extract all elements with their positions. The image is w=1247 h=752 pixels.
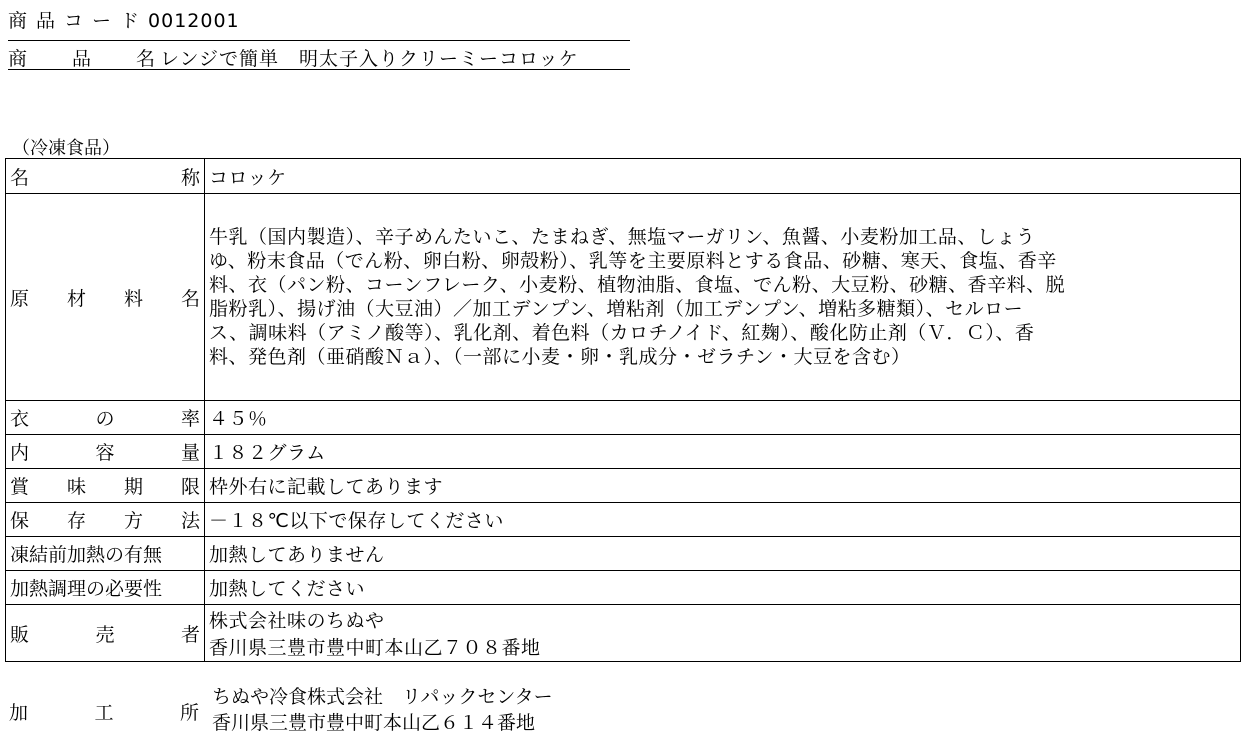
table-row-expiry: [6, 469, 1241, 503]
ingredients-line: 脂粉乳）、揚げ油（大豆油）／加工デンプン、増粘剤（加工デンプン、増粘多糖類）、セルロー: [209, 298, 1024, 320]
storage-value: －１８℃以下で保存してください: [205, 503, 1241, 537]
table-row-name: [6, 159, 1241, 194]
seller-value: [205, 605, 1241, 662]
name-value: コロッケ: [205, 159, 1241, 194]
storage-key: 保 存 方 法: [6, 503, 205, 537]
category-label: （冷凍食品）: [12, 138, 120, 159]
expiry-key: 賞 味 期 限: [6, 469, 205, 503]
coating-ratio-value: ４５％: [205, 401, 1241, 435]
processor-key: 加 工 所: [9, 702, 199, 724]
table-row-seller: [6, 605, 1241, 662]
cooking-key: 加熱調理の必要性: [6, 571, 205, 605]
name-key: 名 称: [6, 159, 205, 194]
product-name-line: [8, 40, 630, 70]
content-key: 内 容 量: [6, 435, 205, 469]
food-label-table: [5, 158, 1241, 662]
ingredients-line: ス、調味料（アミノ酸等）、乳化剤、着色料（カロチノイド、紅麹）、酸化防止剤（Ｖ．Ｃ）、香: [209, 322, 1035, 344]
expiry-value: 枠外右に記載してあります: [205, 469, 1241, 503]
table-row-cooking: [6, 571, 1241, 605]
product-code-value: 0012001: [148, 10, 240, 32]
preheat-key: 凍結前加熱の有無: [6, 537, 205, 571]
seller-key: 販 売 者: [6, 605, 205, 662]
processor-address: 香川県三豊市豊中町本山乙６１４番地: [212, 712, 536, 734]
table-row-coating-ratio: [6, 401, 1241, 435]
table-row-ingredients: [6, 194, 1241, 401]
preheat-value: 加熱してありません: [205, 537, 1241, 571]
seller-address: 香川県三豊市豊中町本山乙７０８番地: [209, 637, 541, 659]
table-row-storage: [6, 503, 1241, 537]
table-row-preheat: [6, 537, 1241, 571]
seller-name: 株式会社味のちぬや: [209, 610, 385, 632]
processor-name: ちぬや冷食株式会社 リパックセンター: [212, 686, 553, 708]
product-name-label: 商 品 名: [8, 48, 156, 70]
ingredients-line: 牛乳（国内製造）、辛子めんたいこ、たまねぎ、無塩マーガリン、魚醤、小麦粉加工品、しょう: [209, 226, 1036, 248]
product-code-label: 商品コード: [8, 10, 149, 32]
ingredients-key: 原 材 料 名: [6, 194, 205, 401]
product-code-line: [8, 6, 240, 33]
ingredients-line: ゆ、粉末食品（でん粉、卵白粉、卵殻粉）、乳等を主要原料とする食品、砂糖、寒天、食塩、香辛: [209, 250, 1057, 272]
ingredients-line: 料、衣（パン粉、コーンフレーク、小麦粉、植物油脂、食塩、でん粉、大豆粉、砂糖、香辛料、脱: [209, 274, 1066, 296]
content-value: １８２グラム: [205, 435, 1241, 469]
product-name-value: レンジで簡単 明太子入りクリーミーコロッケ: [160, 48, 579, 70]
ingredients-value: [205, 194, 1241, 401]
table-row-content: [6, 435, 1241, 469]
coating-ratio-key: 衣 の 率: [6, 401, 205, 435]
cooking-value: 加熱してください: [205, 571, 1241, 605]
ingredients-line: 料、発色剤（亜硝酸Ｎａ）、（一部に小麦・卵・乳成分・ゼラチン・大豆を含む）: [209, 346, 911, 368]
processor-value: [212, 684, 553, 736]
